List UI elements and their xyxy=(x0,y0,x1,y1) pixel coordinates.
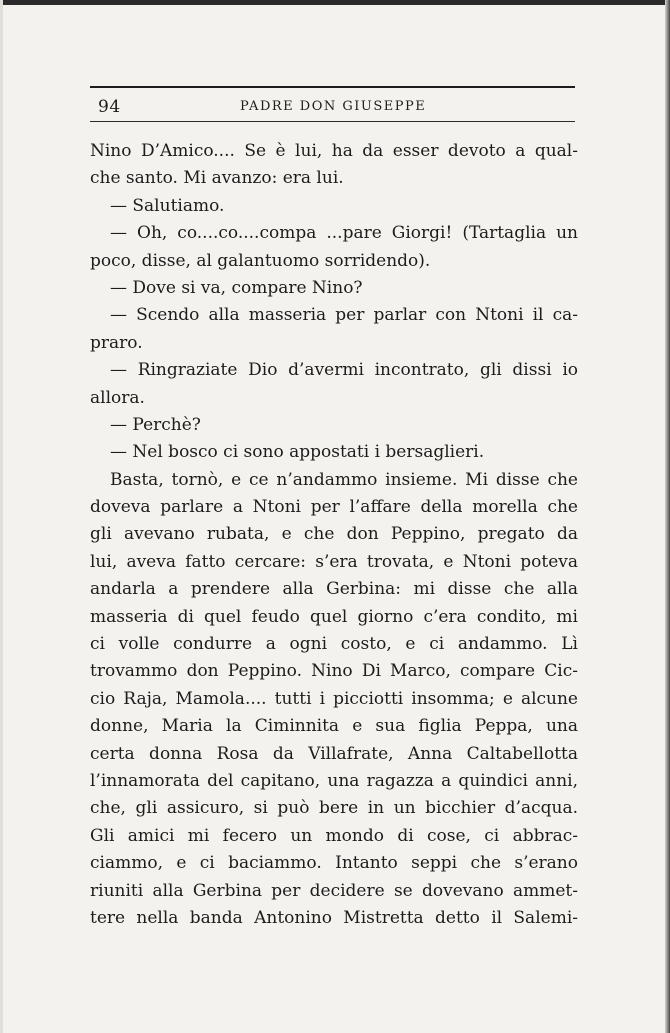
text-line-content: gli avevano rubata, e che don Peppino, pregato da xyxy=(90,524,578,545)
text-line-content: — Ringraziate Dio d’avermi incontrato, gli dissi io xyxy=(110,360,578,381)
text-line xyxy=(90,330,578,357)
text-line xyxy=(90,576,578,603)
text-line xyxy=(90,823,578,850)
text-line-content: doveva parlare a Ntoni per l’affare della morella che xyxy=(90,497,578,518)
text-line xyxy=(90,549,578,576)
text-line xyxy=(90,768,578,795)
running-head: PADRE DON GIUSEPPE xyxy=(240,99,427,114)
text-line-content: che santo. Mi avanzo: era lui. xyxy=(90,168,344,189)
text-line xyxy=(90,604,578,631)
text-line-content: l’innamorata del capitano, una ragazza a quindici anni, xyxy=(90,770,578,791)
text-line-content: — Scendo alla masseria per parlar con Ntoni il ca- xyxy=(110,305,578,326)
text-line xyxy=(90,439,578,466)
text-line-content: riuniti alla Gerbina per decidere se dovevano ammet- xyxy=(90,880,578,901)
text-line xyxy=(90,275,578,302)
text-line xyxy=(90,878,578,905)
text-line xyxy=(90,357,578,384)
text-line xyxy=(90,494,578,521)
text-line xyxy=(90,467,578,494)
page-top-edge xyxy=(0,0,670,5)
text-line-content: — Dove si va, compare Nino? xyxy=(110,277,363,298)
text-line-content: tere nella banda Antonino Mistretta detto il Salemi- xyxy=(90,907,578,928)
text-line xyxy=(90,385,578,412)
text-line xyxy=(90,713,578,740)
text-line-content: — Nel bosco ci sono appostati i bersaglieri. xyxy=(110,442,485,463)
page-number: 94 xyxy=(98,97,121,117)
text-line xyxy=(90,631,578,658)
text-line-content: lui, aveva fatto cercare: s’era trovata, e Ntoni poteva xyxy=(90,551,578,572)
text-line xyxy=(90,521,578,548)
text-line xyxy=(90,248,578,275)
text-line-content: praro. xyxy=(90,332,143,353)
text-line xyxy=(90,741,578,768)
text-line-content: Nino D’Amico.... Se è lui, ha da esser devoto a qual- xyxy=(90,141,578,161)
text-line xyxy=(90,850,578,877)
text-line-content: andarla a prendere alla Gerbina: mi disse che alla xyxy=(90,579,578,600)
header-rule-bottom xyxy=(90,121,575,122)
text-line xyxy=(90,138,578,165)
text-line-content: che, gli assicuro, si può bere in un bicchier d’acqua. xyxy=(90,798,578,819)
body-text xyxy=(90,138,578,932)
text-line xyxy=(90,220,578,247)
text-line xyxy=(90,302,578,329)
text-line-content: allora. xyxy=(90,387,145,408)
text-line xyxy=(90,412,578,439)
text-line-content: masseria di quel feudo quel giorno c’era condito, mi xyxy=(90,606,578,627)
text-line-content: Basta, tornò, e ce n’andammo insieme. Mi disse che xyxy=(110,469,578,490)
text-line xyxy=(90,905,578,932)
text-line xyxy=(90,686,578,713)
page-right-edge xyxy=(665,0,670,1033)
text-line-content: poco, disse, al galantuomo sorridendo). xyxy=(90,250,431,271)
text-line-content: donne, Maria la Ciminnita e sua figlia Peppa, una xyxy=(90,716,578,737)
header-rule-top xyxy=(90,86,575,88)
text-line-content: ci volle condurre a ogni costo, e ci andammo. Lì xyxy=(90,634,578,655)
text-line-content: — Salutiamo. xyxy=(110,195,225,216)
text-line-content: trovammo don Peppino. Nino Di Marco, compare Cic- xyxy=(90,661,578,682)
text-line xyxy=(90,165,578,192)
text-line xyxy=(90,795,578,822)
text-line-content: cio Raja, Mamola.... tutti i picciotti insomma; e alcune xyxy=(90,688,578,709)
text-line xyxy=(90,658,578,685)
text-line-content: certa donna Rosa da Villafrate, Anna Caltabellotta xyxy=(90,743,578,764)
text-line-content: — Oh, co....co....compa ...pare Giorgi! (Tartaglia un xyxy=(110,223,578,244)
text-line-content: — Perchè? xyxy=(110,414,201,435)
text-line-content: ciammo, e ci baciammo. Intanto seppi che s’erano xyxy=(90,853,578,874)
text-line-content: Gli amici mi fecero un mondo di cose, ci abbrac- xyxy=(90,825,578,846)
page-left-edge xyxy=(0,0,3,1033)
text-line xyxy=(90,193,578,220)
